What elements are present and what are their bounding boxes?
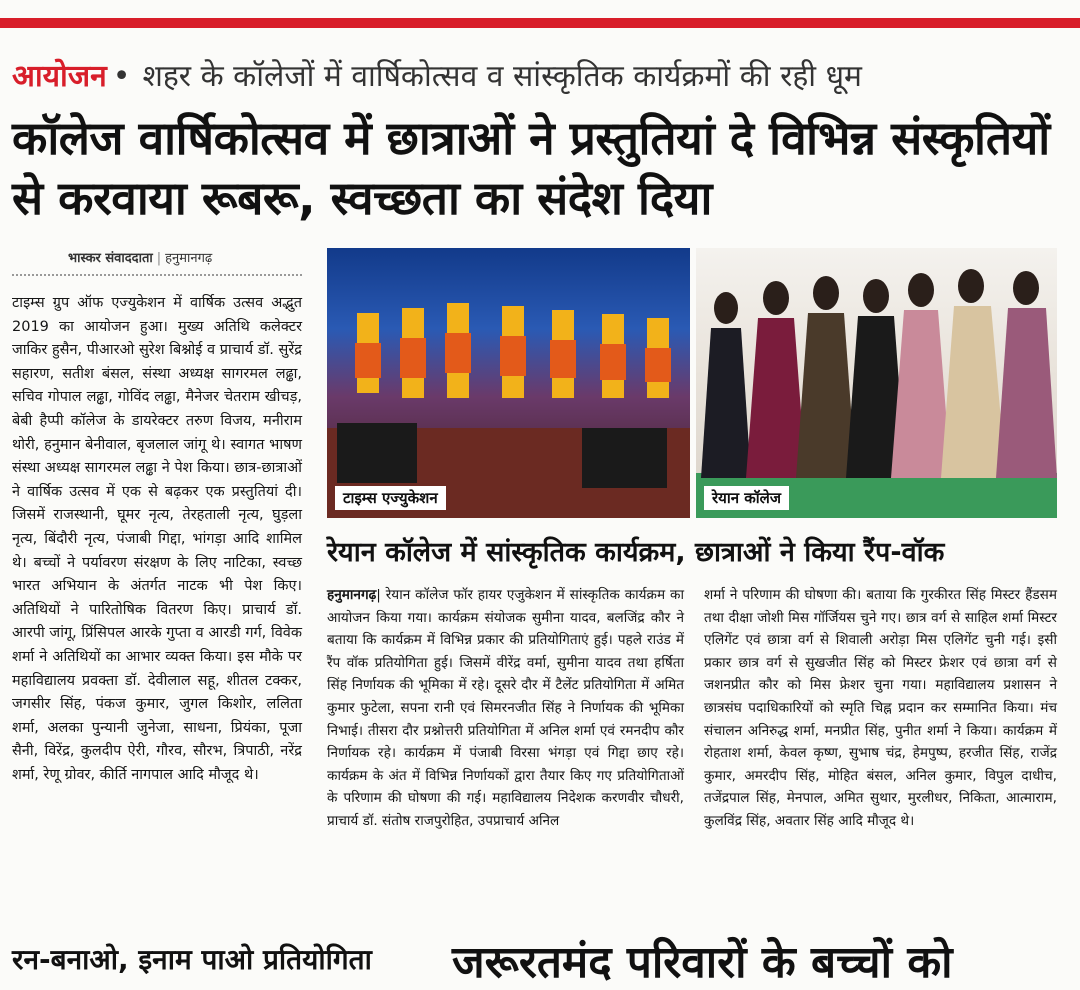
article2-place: हनुमानगढ़ — [327, 587, 377, 603]
next-headline-right: जरूरतमंद परिवारों के बच्चों को — [452, 937, 953, 988]
photo-caption-left: टाइम्स एज्युकेशन — [335, 486, 446, 510]
previous-headline-fragment — [0, 0, 1080, 8]
ramp-walk-image — [696, 248, 1057, 518]
bullet-icon: • — [112, 59, 131, 94]
dance-stage-image — [327, 248, 690, 518]
article1-body: टाइम्स ग्रुप ऑफ एज्युकेशन में वार्षिक उत्सव अद्भुत 2019 का आयोजन हुआ। मुख्य अतिथि कलेक्टर जाकिर हुसैन, पीआरओ सुरेश बिश्नोई व प्राचार्य डॉ. सुरेंद्र सहारण, सतीश बंसल, संस्था अध्यक्ष सागरमल लढ्ढा, सचिव गोपाल लढ्ढा, गोविंद लढ्ढा, मैनेजर चेतराम खीचड़, बेबी हैप्पी कॉलेज के डायरेक्टर तरुण विजय, मनीराम थोरी, हनुमान बेनीवाल, बृजलाल जांगू थे। स्वागत भाषण संस्था अध्यक्ष सागरमल लढ्ढा ने पेश किया। छात्र-छात्राओं ने वार्षिक उत्सव में एक से बढ़कर एक प्रस्तुतियां दी। जिसमें राजस्थानी, घूमर नृत्य, तेरहताली नृत्य, घुड़ला नृत्य, बिंदौरी नृत्य, पंजाबी गिद्दा, भांगड़ा आदि शामिल थे। बच्चों ने पर्यावरण संरक्षण के लिए नाटिका, स्वच्छ भारत अभियान के अंतर्गत नाटक भी पेश किए। अतिथियों ने पारितोषिक वितरण किए। प्राचार्य डॉ. आरपी जांगू, प्रिंसिपल आरके गुप्ता व आरडी गर्ग, विवेक शर्मा ने अतिथियों का आभार व्यक्त किया। इस मौके पर महाविद्यालय प्रवक्ता डॉ. देवीलाल सहू, शीतल टक्कर, जगसीर सिंह, पंकज कुमार, जुगल किशोर, ललिता शर्मा, अलका पुन्यानी जुनेजा, साधना, प्रियंका, पूजा सैनी, विरेंद्र, कुलदीप ऐरी, गौरव, सौरभ, त्रिपाठी, नरेंद्र शर्मा, रेणू ग्रोवर, कीर्ति नागपाल आदि मौजूद थे। — [12, 295, 302, 783]
byline-place: हनुमानगढ़ — [165, 251, 213, 266]
byline — [68, 248, 212, 266]
byline-rule — [12, 274, 302, 276]
kicker-label: आयोजन — [12, 59, 107, 94]
photo-ryan-college — [696, 248, 1057, 518]
kicker-text: शहर के कॉलेजों में वार्षिकोत्सव व सांस्कृतिक कार्यक्रमों की रही धूम — [142, 59, 862, 94]
main-headline: कॉलेज वार्षिकोत्सव में छात्राओं ने प्रस्तुतियां दे विभिन्न संस्कृतियों से करवाया रूबरू, स्वच्छता का संदेश दिया — [12, 111, 1050, 225]
section-rule — [0, 18, 1080, 28]
article2-column-2: शर्मा ने परिणाम की घोषणा की। बताया कि गुरकीरत सिंह मिस्टर हैंडसम तथा दीक्षा जोशी मिस गॉर्जियस चुने गए। छात्र वर्ग से साहिल शर्मा मिस्टर एलिगेंट एवं छात्रा वर्ग से शिवाली अरोड़ा मिस एलिगेंट चुनी गई। इसी प्रकार छात्र वर्ग से सुखजीत सिंह को मिस्टर फ्रेशर एवं छात्रा वर्ग से जशनप्रीत कौर को मिस फ्रेशर चुना गया। महाविद्यालय प्रशासन ने छात्रसंघ पदाधिकारियों को स्मृति चिह्न प्रदान कर सम्मानित किया। मंच संचालन अनिरुद्ध शर्मा, मनप्रीत सिंह, पुनीत शर्मा ने किया। कार्यक्रम में रोहताश शर्मा, केवल कृष्ण, सुभाष चंद्र, हेमपुष्प, हरजीत सिंह, राजेंद्र कुमार, अमरदीप सिंह, मोहित बंसल, अनिल कुमार, विपुल दाधीच, तजेंद्रपाल सिंह, मेनपाल, अमित सुथार, मुरलीधर, निकिता, आत्माराम, कुलविंद्र सिंह, अवतार सिंह आदि मौजूद थे। — [704, 587, 1057, 829]
article2-column-1 — [327, 584, 684, 833]
byline-reporter: भास्कर संवाददाता — [68, 251, 153, 266]
article2-text-1: रेयान कॉलेज फॉर हायर एजुकेशन में सांस्कृतिक कार्यक्रम का आयोजन किया गया। कार्यक्रम संयोजक सुमीना यादव, बलजिंद्र कौर ने बताया कि कार्यक्रम में विभिन्न प्रकार की प्रतियोगिताएं हुई। पहले राउंड में रैंप वॉक प्रतियोगिता हुई। जिसमें वीरेंद्र वर्मा, सुमीना यादव तथा हर्षिता सिंह निर्णायक की भूमिका में रहे। दूसरे दौर में टैलेंट प्रतियोगिता में अमित कुमार फुटेला, सपना रानी एवं सिमरनजीत सिंह ने निर्णायक की भूमिका निभाई। तीसरा दौर प्रश्नोत्तरी प्रतियोगिता में अनिल शर्मा एवं रमनदीप कौर निर्णायक रहे। कार्यक्रम में पंजाबी विरसा भंगड़ा एवं गिद्दा छाए रहे। कार्यक्रम के अंत में विभिन्न निर्णायकों द्वारा तैयार किए गए प्रतियोगिताओं के परिणाम की घोषणा की गई। महाविद्यालय निदेशक करणवीर चौधरी, प्राचार्य डॉ. संतोष राजपुरोहित, उपप्राचार्य अनिल — [327, 587, 684, 829]
byline-separator: | — [156, 251, 162, 266]
article2-subhead: रेयान कॉलेज में सांस्कृतिक कार्यक्रम, छात्राओं ने किया रैंप-वॉक — [327, 537, 945, 568]
photo-caption-right: रेयान कॉलेज — [704, 486, 789, 510]
kicker — [12, 54, 862, 95]
dateline-separator: | — [376, 587, 386, 603]
photo-times-education — [327, 248, 690, 518]
next-headline-left: रन-बनाओ, इनाम पाओ प्रतियोगिता — [12, 943, 372, 976]
